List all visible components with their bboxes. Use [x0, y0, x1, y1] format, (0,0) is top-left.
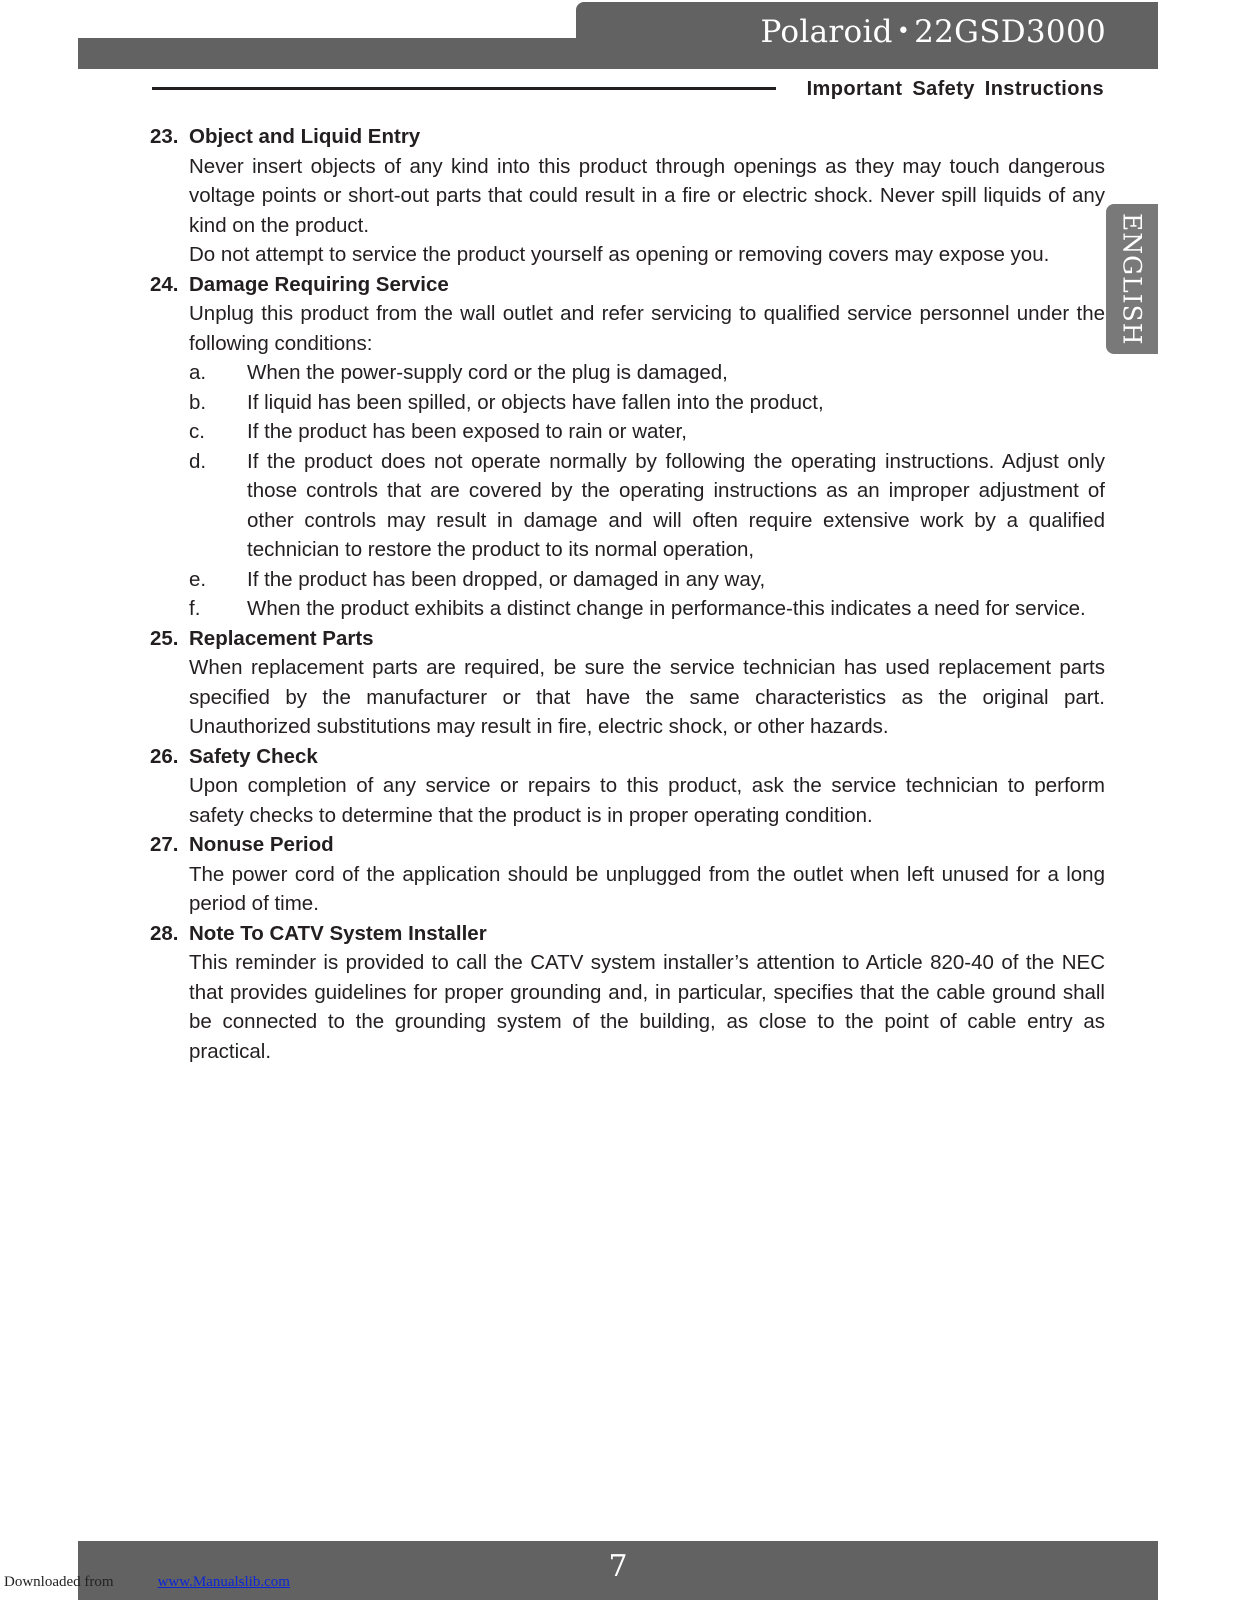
item-paragraph: Never insert objects of any kind into this product through openings as they may touch dangerous voltage points or short-out parts that could result in a fire or electric shock. Never spill liquids of any kind on the product.: [189, 154, 1105, 237]
download-prefix: Downloaded from: [4, 1574, 114, 1590]
item-paragraph: The power cord of the application should be unplugged from the outlet when left unused for a long period of time.: [189, 862, 1105, 915]
header-notch: [78, 0, 576, 38]
page-number: 7: [608, 1549, 628, 1584]
item-title: Replacement Parts: [189, 626, 374, 650]
instruction-item: [150, 919, 1105, 1067]
sub-item-text: If the product has been exposed to rain or water,: [247, 420, 687, 443]
sub-item-text: If the product has been dropped, or damaged in any way,: [247, 567, 766, 591]
sub-item-text: When the product exhibits a distinct change in performance-this indicates a need for service.: [247, 597, 1086, 620]
download-link[interactable]: www.Manualslib.com: [157, 1574, 290, 1590]
sub-item-letter: c.: [189, 420, 205, 443]
item-number: 24.: [150, 272, 179, 296]
sub-item-letter: a.: [189, 361, 207, 384]
header-rule: [152, 87, 776, 90]
instruction-item: [150, 624, 1105, 742]
item-number: 23.: [150, 125, 179, 148]
sub-item: [150, 358, 1105, 388]
instruction-item: [150, 122, 1105, 270]
sub-item: [150, 447, 1105, 565]
instruction-item: [150, 270, 1105, 359]
item-paragraph: Do not attempt to service the product yourself as opening or removing covers may expose you.: [189, 243, 1050, 266]
sub-item: [150, 417, 1105, 447]
download-note: [4, 1574, 290, 1591]
sub-item-letter: d.: [189, 449, 207, 473]
item-paragraph: Upon completion of any service or repairs to this product, ask the service technician to perform safety checks to determine that the product is in proper operating condition.: [189, 774, 1105, 827]
instruction-item: [150, 830, 1105, 919]
language-tab-label: [1106, 204, 1158, 354]
brand-separator: •: [896, 19, 911, 44]
item-number: 28.: [150, 921, 179, 945]
instruction-item: [150, 742, 1105, 831]
instructions-list: [150, 122, 1105, 1066]
item-paragraph: This reminder is provided to call the CATV system installer’s attention to Article 820-40 of the NEC that provides guidelines for proper grounding and, in particular, specifies that the cable ground shall be connected to the grounding system of the building, as close to the point of cable entry as practical.: [189, 951, 1105, 1063]
item-number: 26.: [150, 744, 179, 768]
brand-model-title: [761, 14, 1107, 50]
item-title: Safety Check: [189, 744, 318, 768]
item-title: Object and Liquid Entry: [189, 125, 421, 148]
item-number: 27.: [150, 833, 179, 856]
sub-item: [150, 565, 1105, 595]
language-label: ENGLISH: [1117, 212, 1147, 346]
sub-item: [150, 388, 1105, 418]
sub-item-text: If liquid has been spilled, or objects have fallen into the product,: [247, 390, 824, 414]
sub-item-letter: e.: [189, 567, 207, 591]
item-paragraph: Unplug this product from the wall outlet and refer servicing to qualified service personnel under the following conditions:: [189, 302, 1105, 355]
item-title: Damage Requiring Service: [189, 272, 449, 296]
sub-item-text: When the power-supply cord or the plug is damaged,: [247, 361, 728, 384]
item-number: 25.: [150, 626, 179, 650]
sub-item-text: If the product does not operate normally by following the operating instructions. Adjust only those controls that are covered by the operating instructions as an improper adjustment of other controls may result in damage and will often require extensive work by a qualified technician to restore the product to its normal operation,: [247, 449, 1105, 561]
item-paragraph: When replacement parts are required, be sure the service technician has used replacement parts specified by the manufacturer or that have the same characteristics as the original part. Unauthorized substitutions may result in fire, electric shock, or other hazards.: [189, 656, 1105, 738]
brand-name: Polaroid: [760, 14, 893, 50]
item-title: Note To CATV System Installer: [189, 921, 487, 945]
sub-item: [150, 594, 1105, 624]
item-title: Nonuse Period: [189, 833, 334, 856]
section-title: Important Safety Instructions: [806, 78, 1104, 100]
sub-item-letter: f.: [189, 597, 201, 620]
sub-item-letter: b.: [189, 390, 207, 414]
model-name: 22GSD3000: [914, 14, 1106, 50]
